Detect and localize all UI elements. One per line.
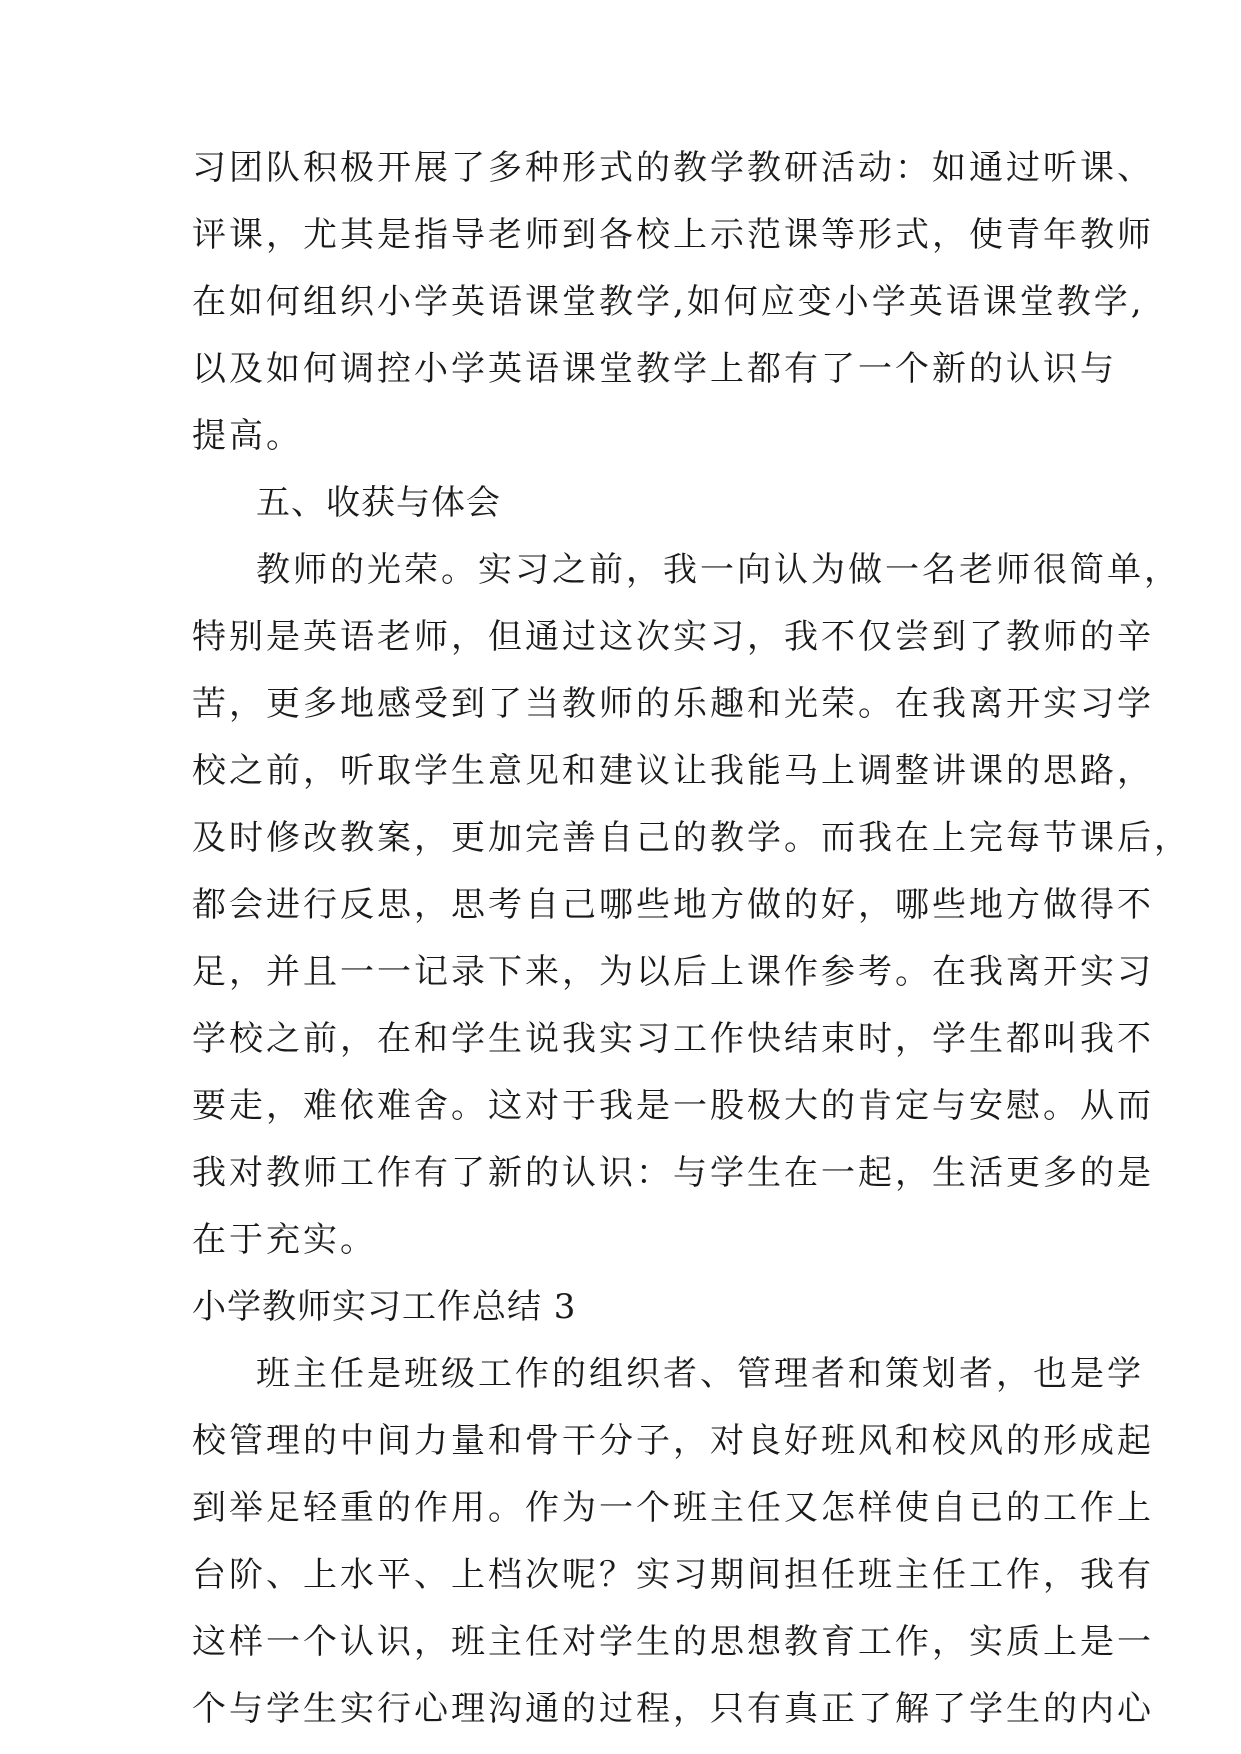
paragraph-line: 校管理的中间力量和骨干分子，对良好班风和校风的形成起: [192, 1421, 1154, 1461]
paragraph-line: 台阶、上水平、上档次呢？实习期间担任班主任工作，我有: [192, 1555, 1154, 1595]
paragraph-line: 以及如何调控小学英语课堂教学上都有了一个新的认识与: [192, 349, 1117, 389]
paragraph-line: 苦，更多地感受到了当教师的乐趣和光荣。在我离开实习学: [192, 684, 1154, 724]
paragraph-line: 习团队积极开展了多种形式的教学教研活动：如通过听课、: [192, 148, 1154, 188]
paragraph-line: 及时修改教案，更加完善自己的教学。而我在上完每节课后，: [192, 818, 1191, 858]
section-heading: 五、收获与体会: [256, 483, 501, 523]
paragraph-line: 到举足轻重的作用。作为一个班主任又怎样使自已的工作上: [192, 1488, 1154, 1528]
paragraph-line: 这样一个认识，班主任对学生的思想教育工作，实质上是一: [192, 1622, 1154, 1662]
paragraph-line: 要走，难依难舍。这对于我是一股极大的肯定与安慰。从而: [192, 1086, 1154, 1126]
paragraph-line: 都会进行反思，思考自己哪些地方做的好，哪些地方做得不: [192, 885, 1154, 925]
paragraph-line: 学校之前，在和学生说我实习工作快结束时，学生都叫我不: [192, 1019, 1154, 1059]
paragraph-line: 校之前，听取学生意见和建议让我能马上调整讲课的思路，: [192, 751, 1154, 791]
paragraph-line: 个与学生实行心理沟通的过程，只有真正了解了学生的内心: [192, 1689, 1154, 1729]
paragraph-line: 在如何组织小学英语课堂教学,如何应变小学英语课堂教学,: [192, 282, 1145, 322]
paragraph-line: 我对教师工作有了新的认识：与学生在一起，生活更多的是: [192, 1153, 1154, 1193]
paragraph-line: 班主任是班级工作的组织者、管理者和策划者，也是学: [256, 1354, 1144, 1394]
paragraph-line: 在于充实。: [192, 1220, 377, 1260]
paragraph-line: 教师的光荣。实习之前，我一向认为做一名老师很简单，: [256, 550, 1181, 590]
document-title: 小学教师实习工作总结 3: [192, 1287, 577, 1327]
paragraph-line: 评课，尤其是指导老师到各校上示范课等形式，使青年教师: [192, 215, 1154, 255]
paragraph-line: 提高。: [192, 416, 303, 456]
paragraph-line: 特别是英语老师，但通过这次实习，我不仅尝到了教师的辛: [192, 617, 1154, 657]
paragraph-line: 足，并且一一记录下来，为以后上课作参考。在我离开实习: [192, 952, 1154, 992]
